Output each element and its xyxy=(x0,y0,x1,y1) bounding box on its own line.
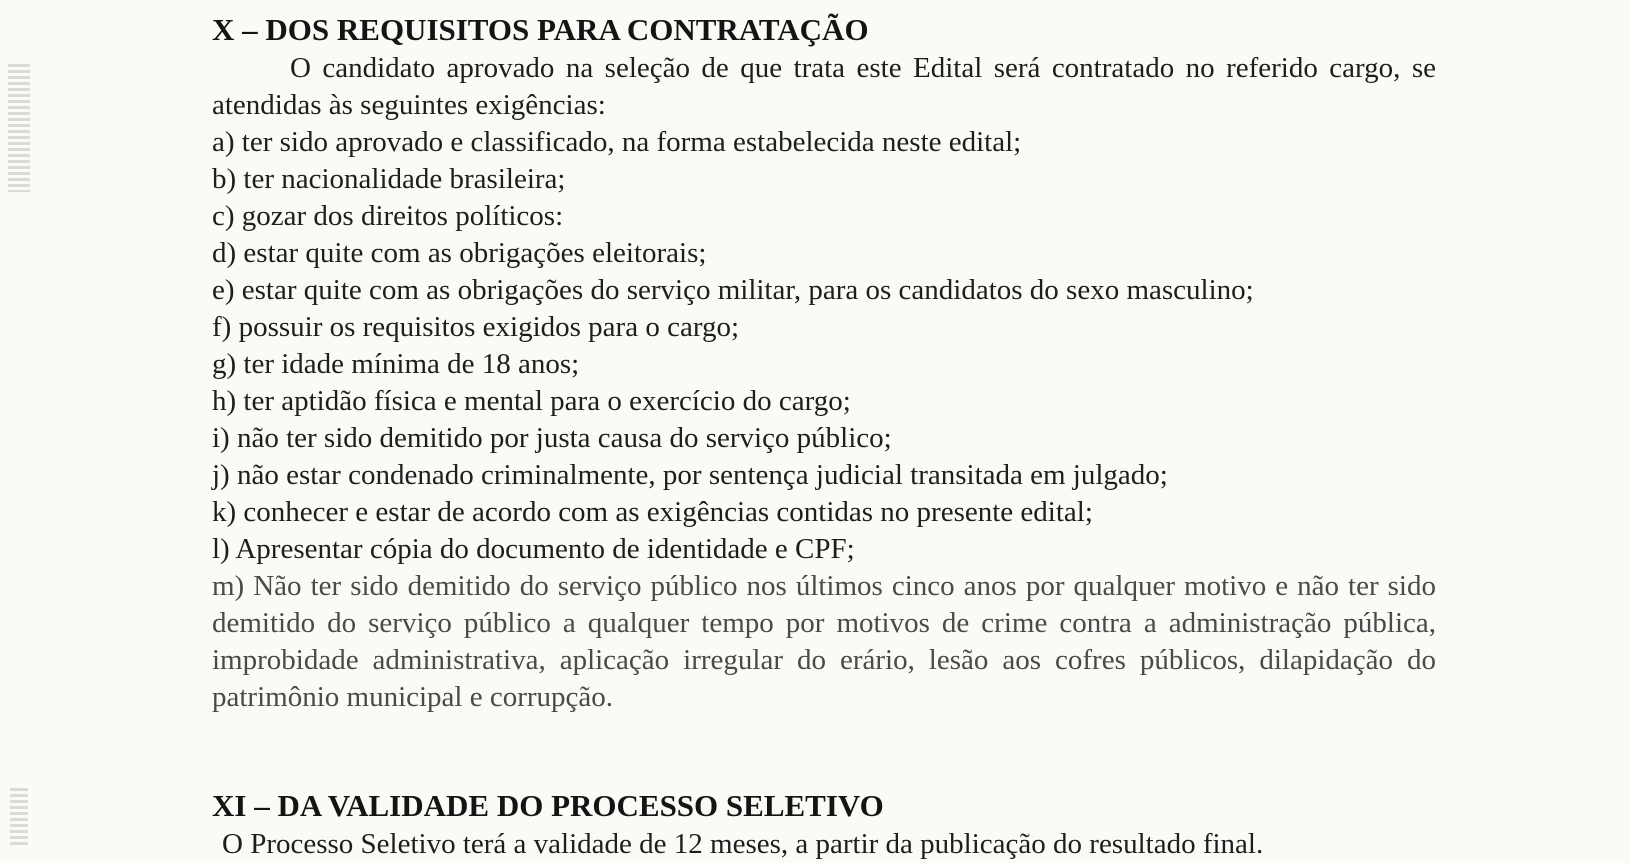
requirement-item-m: m) Não ter sido demitido do serviço público nos últimos cinco anos por qualquer motivo e não ter sido demitido do serviço público a qualquer tempo por motivos de crime contra a administração pública, improbidade administrativa, aplicação irregular do erário, lesão aos cofres públicos, dilapidação do patrimônio municipal e corrupção. xyxy=(212,570,1436,713)
requirement-item-e: e) estar quite com as obrigações do serviço militar, para os candidatos do sexo masculino; xyxy=(212,274,1254,306)
scan-artifact-bottom xyxy=(10,788,28,848)
section-xi-heading: XI – DA VALIDADE DO PROCESSO SELETIVO xyxy=(212,788,884,823)
requirement-item-b: b) ter nacionalidade brasileira; xyxy=(212,163,566,195)
requirement-item-j: j) não estar condenado criminalmente, por sentença judicial transitada em julgado; xyxy=(212,459,1168,491)
section-spacer xyxy=(212,716,1436,786)
requirement-item-d: d) estar quite com as obrigações eleitorais; xyxy=(212,237,707,269)
requirement-item-a: a) ter sido aprovado e classificado, na forma estabelecida neste edital; xyxy=(212,126,1022,158)
section-xi-text: O Processo Seletivo terá a validade de 12 meses, a partir da publicação do resultado final. xyxy=(222,828,1264,860)
requirement-item-f: f) possuir os requisitos exigidos para o cargo; xyxy=(212,311,740,343)
requirement-item-g: g) ter idade mínima de 18 anos; xyxy=(212,348,580,380)
requirement-item-k: k) conhecer e estar de acordo com as exigências contidas no presente edital; xyxy=(212,496,1093,528)
scan-artifact-top xyxy=(8,64,30,192)
requirement-item-h: h) ter aptidão física e mental para o exercício do cargo; xyxy=(212,385,851,417)
section-x-heading: X – DOS REQUISITOS PARA CONTRATAÇÃO xyxy=(212,12,869,47)
document-content xyxy=(212,10,1436,863)
requirement-item-i: i) não ter sido demitido por justa causa do serviço público; xyxy=(212,422,892,454)
section-x-intro: O candidato aprovado na seleção de que trata este Edital será contratado no referido cargo, se atendidas às seguintes exigências: xyxy=(212,52,1436,121)
requirement-item-l: l) Apresentar cópia do documento de identidade e CPF; xyxy=(212,533,855,565)
requirement-item-c: c) gozar dos direitos políticos: xyxy=(212,200,564,232)
